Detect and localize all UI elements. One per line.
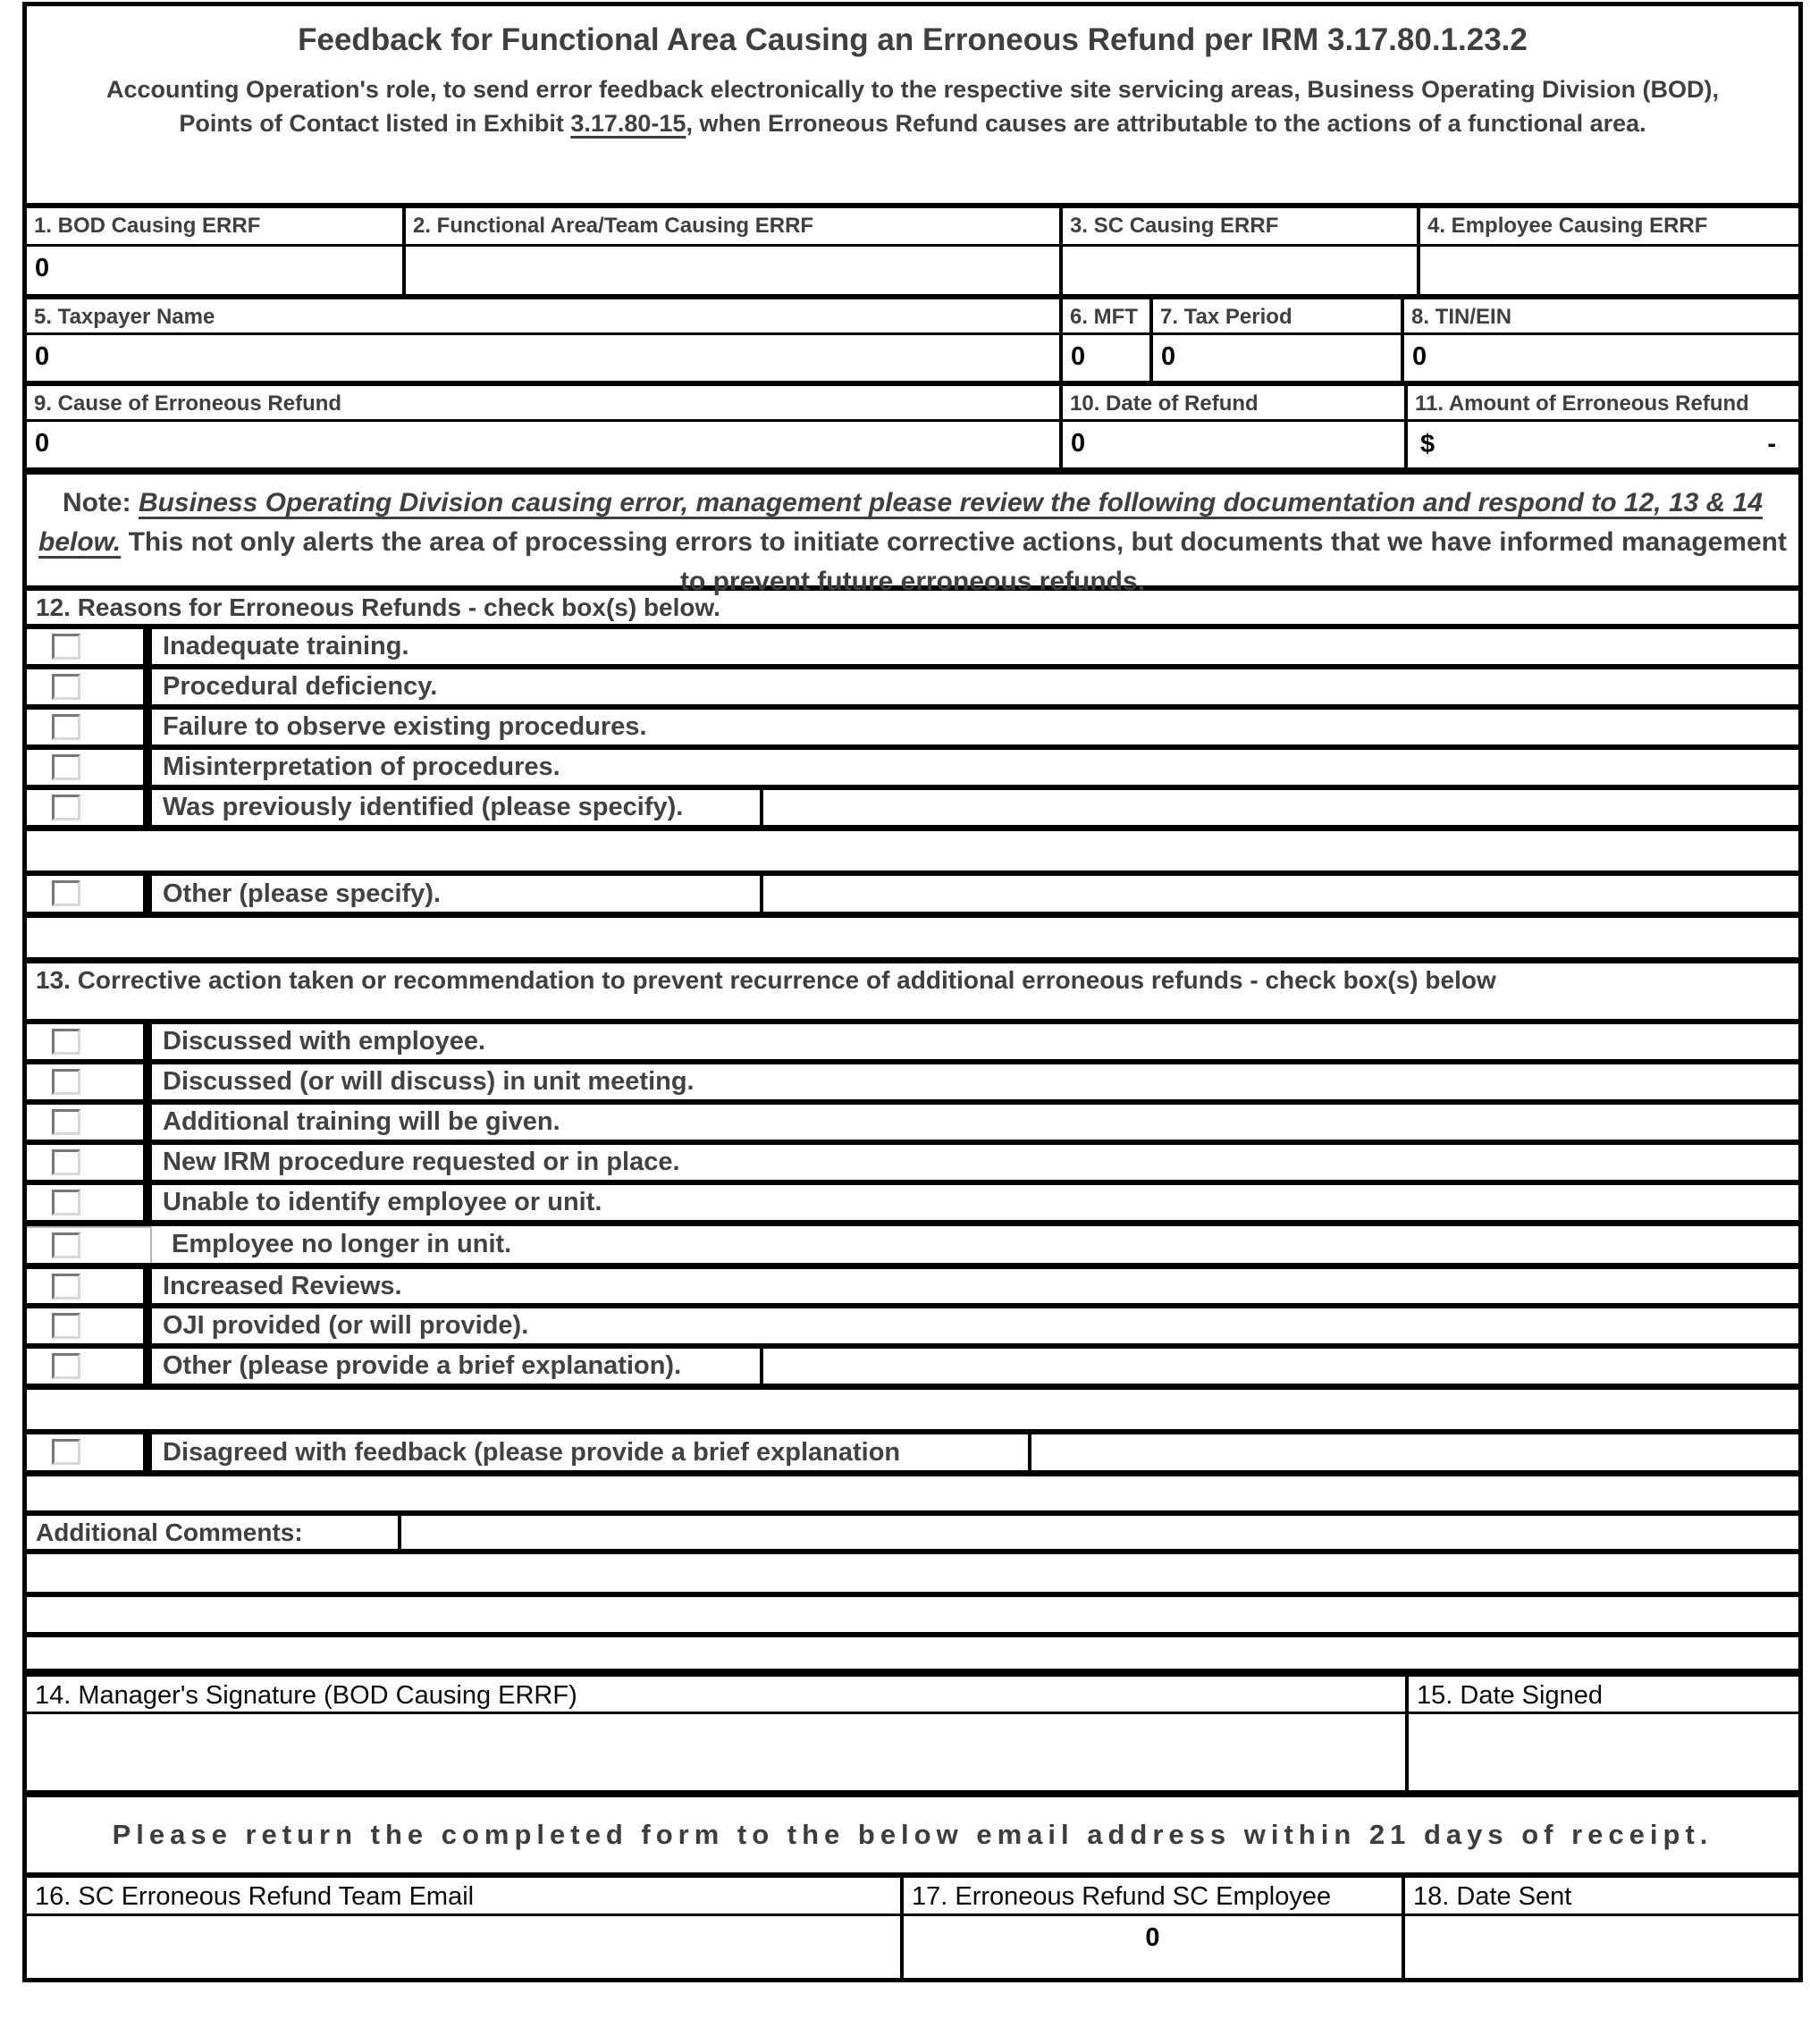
date-sent-input[interactable] (1402, 1916, 1798, 1978)
action-label: Additional training will be given. (143, 1105, 1798, 1140)
field-2-label: 2. Functional Area/Team Causing ERRF (402, 208, 1059, 244)
manager-signature-input[interactable] (27, 1714, 1405, 1790)
field-11-input[interactable] (1404, 422, 1798, 467)
fields-16-18-value-row (27, 1914, 1798, 1978)
checkbox-cell (27, 1064, 143, 1099)
field-17-label: 17. Erroneous Refund SC Employee (900, 1878, 1402, 1914)
fields-5-8-value-row (27, 332, 1798, 381)
subtitle-text-before: Accounting Operation's role, to send error feedback electronically to the respective site servicing areas, Business Operating Division (BOD), Points of Contact listed in Exhibit (106, 76, 1719, 137)
checkbox-cell (27, 1105, 143, 1140)
amount-value: - (1767, 430, 1776, 458)
checkbox-cell (27, 1145, 143, 1180)
action-row-discussed-with-employee (27, 1019, 1798, 1059)
checkbox-misinterpretation[interactable] (52, 754, 80, 780)
form-subtitle (27, 58, 1798, 140)
fields-1-4-header-row (27, 203, 1798, 244)
currency-symbol: $ (1420, 430, 1435, 458)
checkbox-discussed-with-employee[interactable] (52, 1029, 80, 1055)
reason-label: Inadequate training. (143, 629, 1798, 664)
checkbox-cell (27, 629, 143, 664)
comments-writein-row[interactable] (27, 1632, 1798, 1669)
comments-writein-row[interactable] (27, 1549, 1798, 1592)
field-11-label: 11. Amount of Erroneous Refund (1404, 386, 1798, 419)
additional-comments-input[interactable] (398, 1516, 1798, 1549)
fields-1-4-value-row (27, 244, 1798, 294)
erroneous-refund-feedback-form (22, 2, 1803, 1982)
checkbox-cell (27, 1434, 143, 1470)
fields-14-15-header-row (27, 1669, 1798, 1712)
checkbox-cell (27, 1308, 143, 1343)
field-8-label: 8. TIN/EIN (1401, 299, 1798, 332)
field-4-input[interactable] (1417, 247, 1798, 294)
action-label: Unable to identify employee or unit. (143, 1185, 1798, 1220)
specify-writein-row[interactable] (27, 912, 1798, 957)
action-row-employee-no-longer (27, 1220, 1798, 1263)
note-row (27, 467, 1798, 596)
checkbox-disagreed[interactable] (52, 1439, 80, 1465)
action-label: Employee no longer in unit. (172, 1230, 512, 1258)
reason-label: Misinterpretation of procedures. (143, 750, 1798, 785)
checkbox-cell (27, 876, 143, 912)
return-instruction-row (27, 1790, 1798, 1872)
explanation-writein-row[interactable] (27, 1384, 1798, 1429)
reason-label: Other (please specify). (143, 876, 760, 912)
subtitle-text-after: , when Erroneous Refund causes are attributable to the actions of a functional area. (686, 110, 1646, 137)
field-16-label: 16. SC Erroneous Refund Team Email (35, 1882, 475, 1911)
field-10-label: 10. Date of Refund (1059, 386, 1404, 419)
note-rest: This not only alerts the area of processing errors to initiate corrective actions, but documents that we have informed management to prevent future erroneous refunds. (121, 527, 1787, 596)
field-9-input[interactable]: 0 (35, 429, 50, 458)
field-14-label: 14. Manager's Signature (BOD Causing ERRF) (35, 1681, 577, 1710)
fields-9-11-value-row (27, 419, 1798, 467)
section-12-header: 12. Reasons for Erroneous Refunds - check box(s) below. (36, 593, 721, 621)
checkbox-other-action[interactable] (52, 1353, 80, 1379)
reason-label: Failure to observe existing procedures. (143, 710, 1798, 744)
checkbox-inadequate-training[interactable] (52, 634, 80, 660)
action-row-increased-reviews (27, 1263, 1798, 1303)
field-4-label: 4. Employee Causing ERRF (1417, 208, 1798, 244)
additional-comments-label: Additional Comments: (36, 1518, 303, 1546)
additional-comments-row (27, 1510, 1798, 1549)
field-7-input[interactable]: 0 (1149, 335, 1401, 381)
field-9-label: 9. Cause of Erroneous Refund (34, 391, 342, 416)
explanation-input-area[interactable] (760, 1349, 1798, 1384)
checkbox-failure-to-observe[interactable] (52, 714, 80, 740)
action-label: OJI provided (or will provide). (143, 1308, 1798, 1343)
reason-row-procedural-deficiency (27, 664, 1798, 704)
field-15-label: 15. Date Signed (1405, 1677, 1798, 1712)
action-row-new-irm-procedure (27, 1140, 1798, 1180)
action-label: New IRM procedure requested or in place. (143, 1145, 1798, 1180)
field-6-label: 6. MFT (1059, 299, 1149, 332)
checkbox-employee-no-longer[interactable] (52, 1232, 80, 1258)
field-8-input[interactable]: 0 (1401, 335, 1798, 381)
team-email-input[interactable] (27, 1916, 900, 1978)
fields-14-15-value-row (27, 1712, 1798, 1790)
field-1-label: 1. BOD Causing ERRF (34, 214, 261, 238)
return-instruction: Please return the completed form to the below email address within 21 days of receipt. (112, 1819, 1713, 1850)
checkbox-cell (27, 1349, 143, 1384)
exhibit-link[interactable]: 3.17.80-15 (570, 110, 686, 137)
section-12-header-row (27, 585, 1798, 624)
reason-row-inadequate-training (27, 624, 1798, 664)
field-3-input[interactable] (1059, 247, 1417, 294)
checkbox-cell (27, 669, 143, 704)
action-label: Disagreed with feedback (please provide a brief explanation (143, 1434, 1028, 1470)
date-signed-input[interactable] (1405, 1714, 1798, 1790)
field-5-input[interactable]: 0 (35, 342, 50, 371)
action-row-other-explanation (27, 1343, 1798, 1384)
field-1-input[interactable]: 0 (35, 254, 50, 282)
checkbox-procedural-deficiency[interactable] (52, 674, 80, 700)
action-row-unable-to-identify (27, 1180, 1798, 1220)
fields-5-8-header-row (27, 294, 1798, 332)
action-row-disagreed (27, 1429, 1798, 1470)
action-label: Increased Reviews. (143, 1269, 1798, 1303)
form-title: Feedback for Functional Area Causing an Erroneous Refund per IRM 3.17.80.1.23.2 (298, 22, 1528, 57)
fields-16-18-header-row (27, 1872, 1798, 1914)
explanation-input-area[interactable] (1028, 1434, 1798, 1470)
title-block (27, 6, 1798, 203)
note-text (27, 475, 1798, 596)
checkbox-discussed-unit-meeting[interactable] (52, 1069, 80, 1095)
checkbox-cell (27, 1226, 152, 1263)
sc-employee-input[interactable]: 0 (900, 1916, 1402, 1978)
comments-writein-row[interactable] (27, 1592, 1798, 1632)
reason-label: Was previously identified (please specify). (143, 790, 760, 825)
action-label: Discussed (or will discuss) in unit meeting. (143, 1064, 1798, 1099)
action-label: Other (please provide a brief explanation). (143, 1349, 760, 1384)
fields-9-11-header-row (27, 381, 1798, 419)
checkbox-other-reason[interactable] (52, 880, 80, 906)
specify-writein-row[interactable] (27, 825, 1798, 871)
specify-input-area[interactable] (760, 790, 1798, 825)
checkbox-additional-training[interactable] (52, 1109, 80, 1135)
field-18-label: 18. Date Sent (1402, 1878, 1798, 1914)
checkbox-cell (27, 1269, 143, 1303)
field-2-input[interactable] (402, 247, 1059, 294)
explanation-writein-row[interactable] (27, 1470, 1798, 1510)
reason-row-failure-to-observe (27, 704, 1798, 744)
checkbox-cell (27, 750, 143, 785)
section-13-header-row (27, 957, 1798, 1019)
checkbox-cell (27, 790, 143, 825)
checkbox-increased-reviews[interactable] (52, 1274, 80, 1300)
action-row-discussed-unit-meeting (27, 1059, 1798, 1099)
action-row-additional-training (27, 1099, 1798, 1140)
specify-input-area[interactable] (760, 876, 1798, 912)
note-emphasized: Business Operating Division causing error, management please review the following documentation and respond to 12, 13 & 14 below. (38, 488, 1764, 557)
checkbox-cell (27, 1185, 143, 1220)
action-label: Discussed with employee. (143, 1024, 1798, 1059)
checkbox-new-irm-procedure[interactable] (52, 1149, 80, 1175)
section-13-header: 13. Corrective action taken or recommendation to prevent recurrence of additional erroneous refunds - check box(s) below (36, 966, 1496, 994)
reason-row-misinterpretation (27, 744, 1798, 785)
reason-row-other (27, 871, 1798, 912)
checkbox-oji-provided[interactable] (52, 1313, 80, 1339)
reason-row-previously-identified (27, 785, 1798, 825)
field-6-input[interactable]: 0 (1059, 335, 1149, 381)
checkbox-previously-identified[interactable] (52, 795, 80, 820)
field-7-label: 7. Tax Period (1149, 299, 1401, 332)
field-10-input[interactable]: 0 (1059, 422, 1404, 467)
reason-label: Procedural deficiency. (143, 669, 1798, 704)
checkbox-unable-to-identify[interactable] (52, 1190, 80, 1215)
note-label: Note: (62, 488, 131, 517)
checkbox-cell (27, 1024, 143, 1059)
field-5-label: 5. Taxpayer Name (34, 305, 215, 329)
checkbox-cell (27, 710, 143, 744)
field-3-label: 3. SC Causing ERRF (1059, 208, 1417, 244)
action-row-oji-provided (27, 1303, 1798, 1343)
